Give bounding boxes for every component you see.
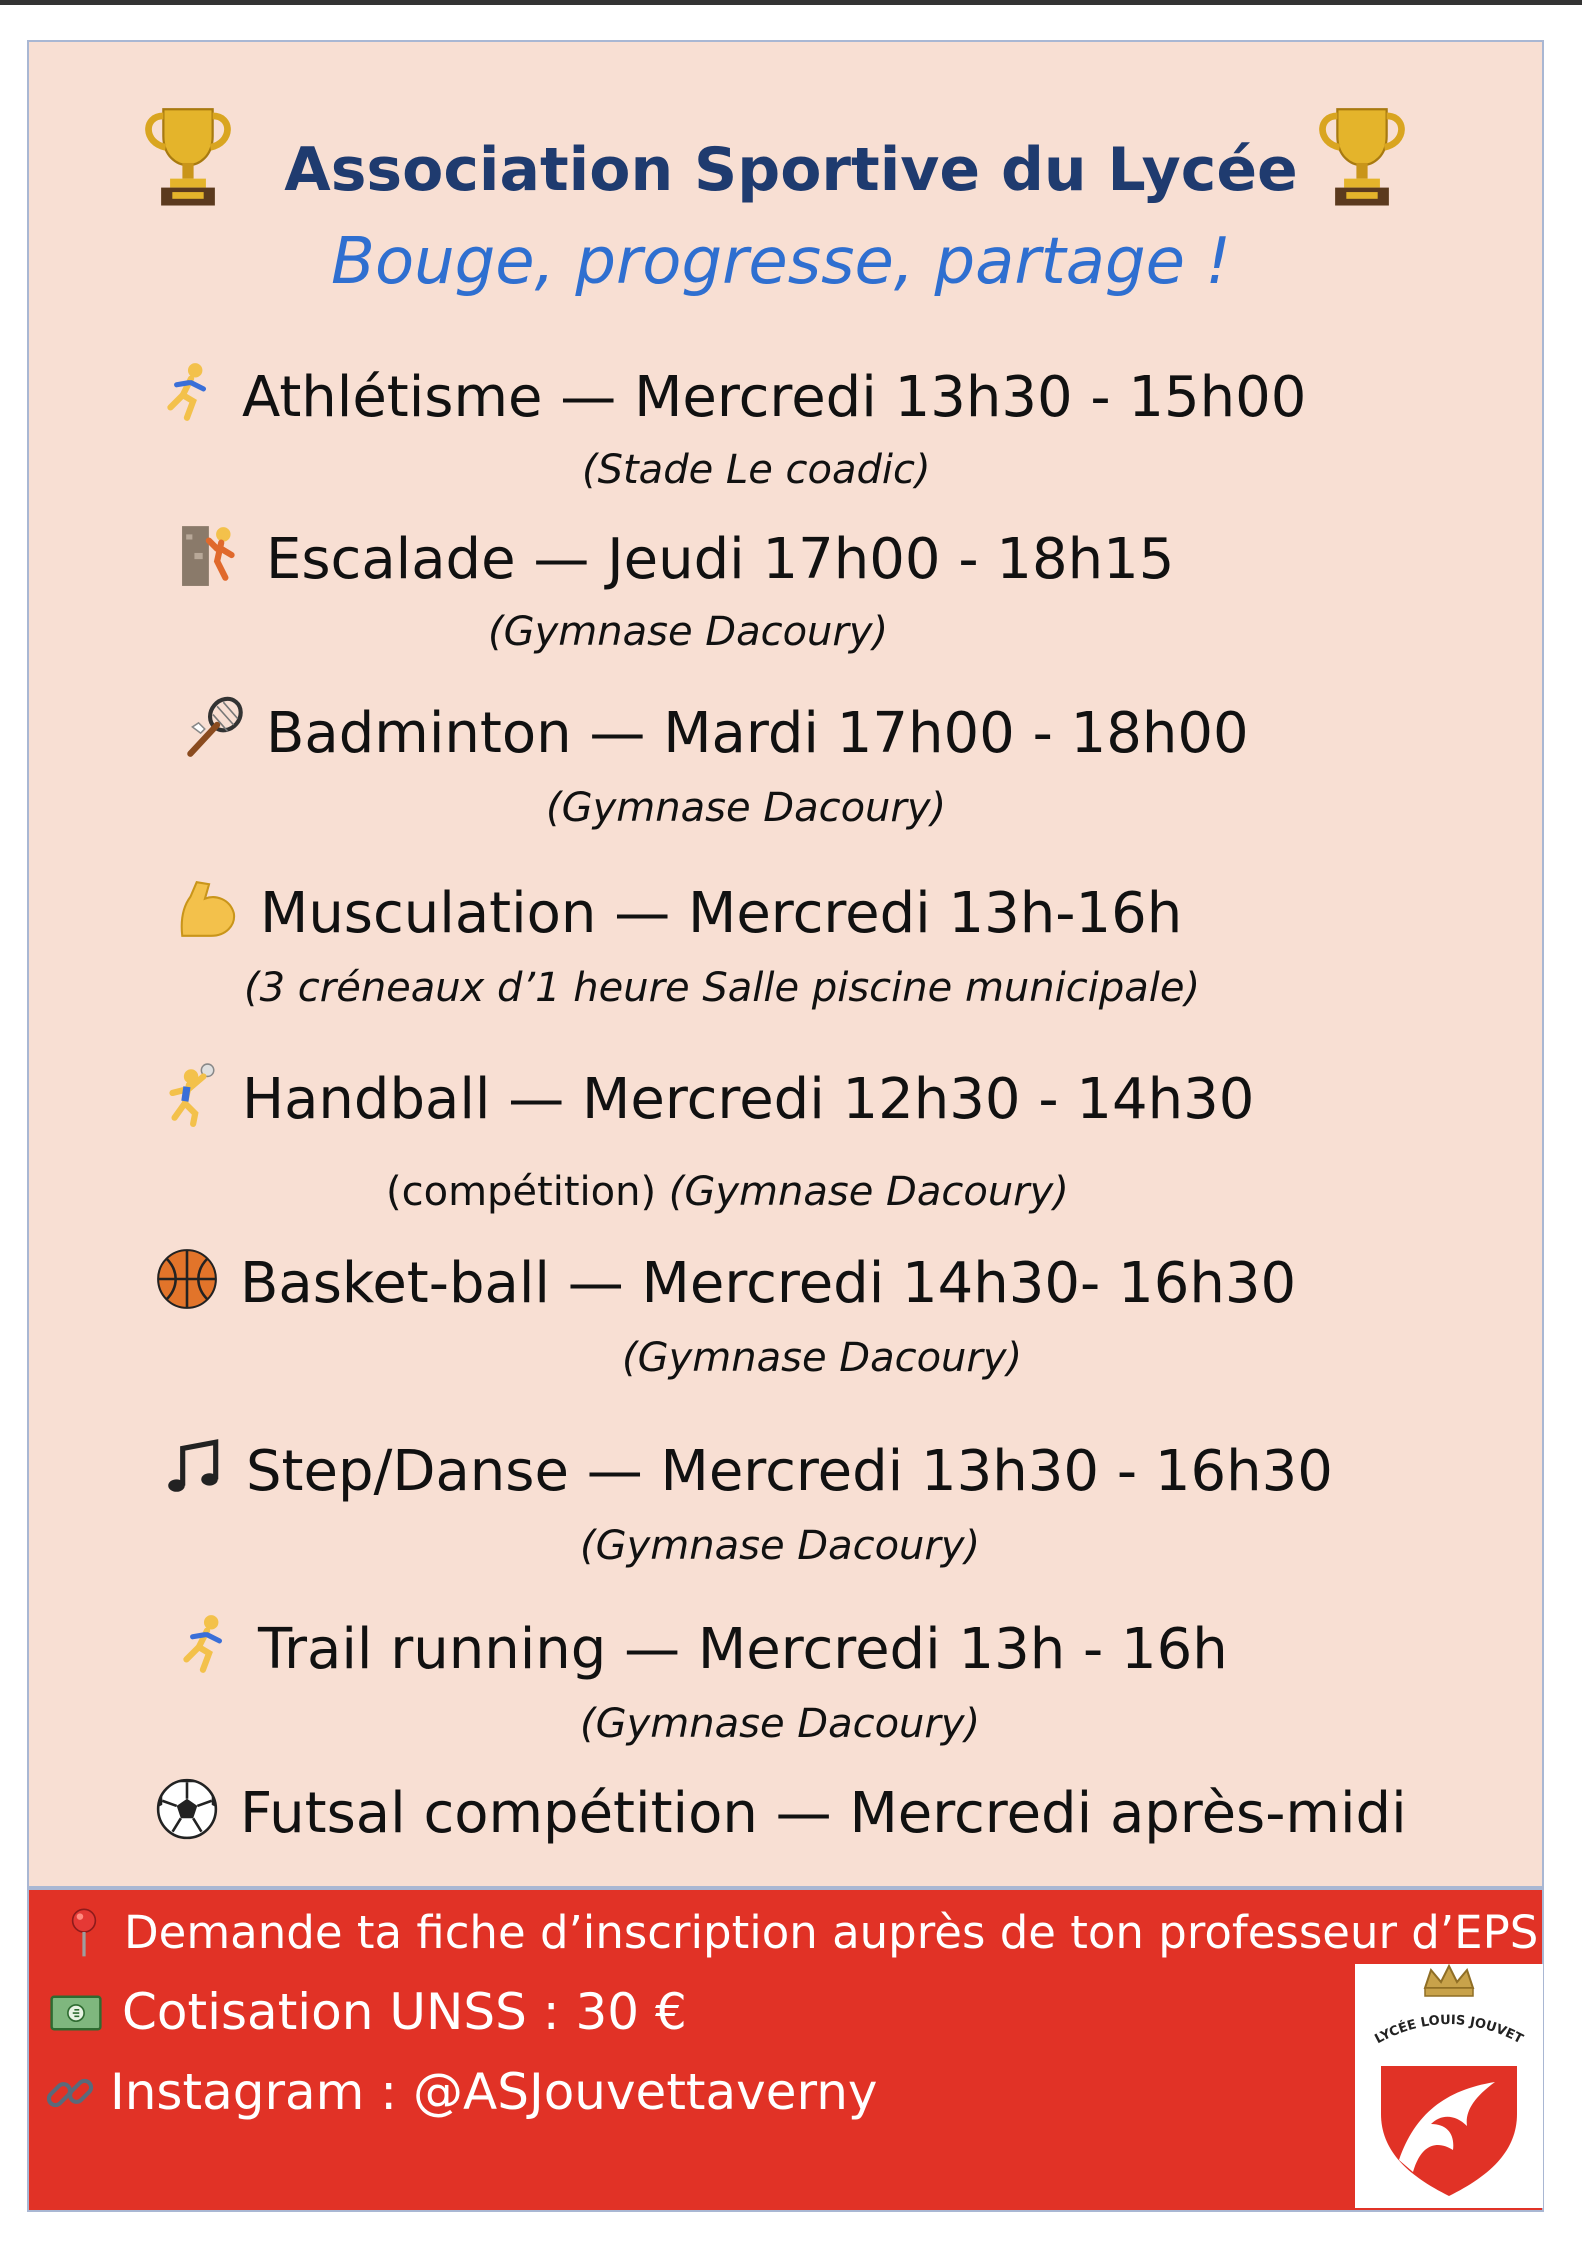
top-border xyxy=(0,0,1582,5)
activity-step-danse xyxy=(160,1434,1333,1507)
activity-location-text: (Gymnase Dacoury) xyxy=(668,1169,1069,1215)
runner-icon xyxy=(172,1612,238,1678)
school-logo-graphic xyxy=(1355,1964,1543,2208)
footer-instagram xyxy=(44,2062,877,2122)
activity-text: Handball — Mercredi 12h30 - 14h30 xyxy=(242,1067,1255,1132)
footer-fee-text: Cotisation UNSS : 30 € xyxy=(122,1983,687,2041)
activity-musculation xyxy=(174,876,1182,949)
activity-text: Trail running — Mercredi 13h - 16h xyxy=(258,1617,1228,1682)
activity-escalade xyxy=(180,522,1174,595)
activity-athletisme xyxy=(156,360,1306,433)
activity-text: Basket-ball — Mercredi 14h30- 16h30 xyxy=(240,1251,1297,1316)
footer-registration xyxy=(58,1903,1538,1963)
basketball-icon xyxy=(154,1246,220,1312)
activity-location: (Gymnase Dacoury) xyxy=(546,785,947,831)
footer-instagram-text: Instagram : @ASJouvettaverny xyxy=(110,2063,878,2121)
activity-text: Badminton — Mardi 17h00 - 18h00 xyxy=(266,701,1249,766)
music-notes-icon xyxy=(160,1434,226,1500)
banknote-icon xyxy=(44,1987,108,2039)
badminton-icon xyxy=(180,696,246,762)
flexed-biceps-icon xyxy=(174,876,240,942)
page-subtitle: Bouge, progresse, partage ! xyxy=(331,225,1231,299)
activity-badminton xyxy=(180,696,1249,769)
activity-location: (Stade Le coadic) xyxy=(582,447,931,493)
climber-icon xyxy=(180,522,246,588)
activity-text: Step/Danse — Mercredi 13h30 - 16h30 xyxy=(246,1439,1333,1504)
activity-location: (3 créneaux d’1 heure Salle piscine municipale) xyxy=(244,965,1201,1011)
activity-location: (Gymnase Dacoury) xyxy=(580,1523,981,1569)
activity-basketball xyxy=(154,1246,1296,1319)
soccer-ball-icon xyxy=(154,1776,220,1842)
logo-text: LYCÉE LOUIS JOUVET xyxy=(1372,2012,1526,2048)
activity-trail-running xyxy=(172,1612,1228,1685)
activity-text: Futsal compétition — Mercredi après-midi xyxy=(240,1781,1407,1846)
activity-text: Athlétisme — Mercredi 13h30 - 15h00 xyxy=(242,365,1307,430)
activity-handball xyxy=(156,1062,1254,1135)
page-title: Association Sportive du Lycée xyxy=(284,135,1298,205)
activity-location xyxy=(386,1166,1069,1218)
pushpin-icon xyxy=(58,1906,110,1958)
footer-fee xyxy=(44,1982,687,2042)
activity-futsal xyxy=(154,1776,1407,1849)
activity-location: (Gymnase Dacoury) xyxy=(488,609,889,655)
activity-note: (compétition) xyxy=(386,1169,657,1215)
school-logo xyxy=(1355,1964,1543,2208)
footer-registration-text: Demande ta fiche d’inscription auprès de ton professeur d’EPS xyxy=(124,1906,1539,1959)
activity-location: (Gymnase Dacoury) xyxy=(580,1701,981,1747)
handball-icon xyxy=(156,1062,222,1128)
svg-text:LYCÉE LOUIS JOUVET xyxy=(1373,2013,1526,2047)
link-icon xyxy=(44,2067,96,2119)
activity-text: Musculation — Mercredi 13h-16h xyxy=(260,881,1183,946)
activity-location: (Gymnase Dacoury) xyxy=(622,1335,1023,1381)
activity-text: Escalade — Jeudi 17h00 - 18h15 xyxy=(266,527,1175,592)
runner-icon xyxy=(156,360,222,426)
